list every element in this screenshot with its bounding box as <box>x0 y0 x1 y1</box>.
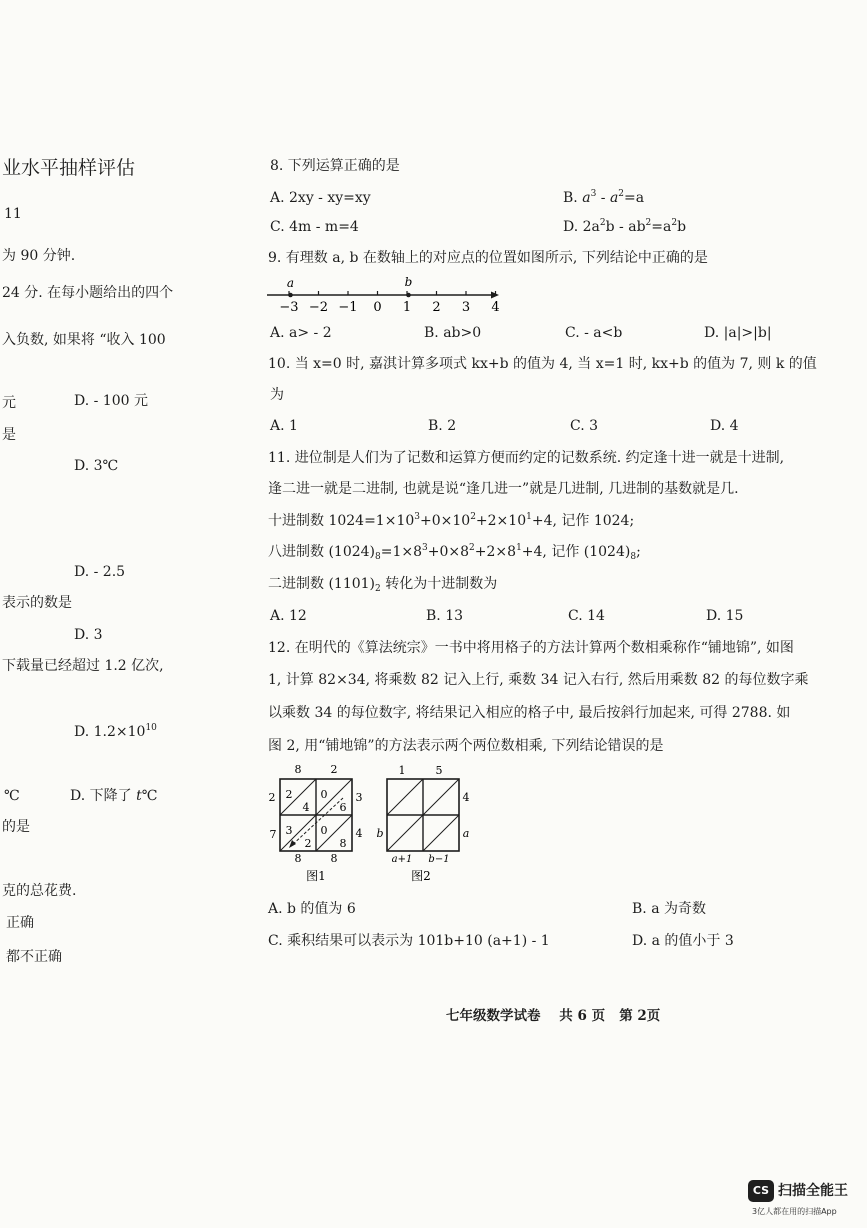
fig2-diagonal <box>423 779 459 815</box>
fig2-right-label: a <box>462 827 470 840</box>
fig2-bottom-label: a+1 <box>391 854 413 865</box>
fig1-top-label: 2 <box>330 764 338 776</box>
q8-option-d: D. $2a^2b - ab^2=a^2b$ <box>563 218 687 235</box>
q9-option-c: C. - a<b <box>565 325 623 341</box>
left-option-d: D. 3 <box>74 627 103 643</box>
q12-line-1: 12. 在明代的《算法统宗》一书中将用格子的方法计算两个数相乘称作“铺地锦”, 如图 <box>268 640 794 656</box>
left-line: 是 <box>2 427 16 443</box>
q11-line-1: 11. 进位制是人们为了记数和运算方便而约定的记数系统. 约定逢十进一就是十进制, <box>268 450 785 466</box>
fig1-top-label: 8 <box>294 764 302 776</box>
left-line: 24 分. 在每小题给出的四个 <box>2 285 174 301</box>
q8-option-a: A. 2xy - xy=xy <box>270 190 371 206</box>
fig1-caption: 图1 <box>306 869 326 883</box>
fig2-caption: 图2 <box>411 869 431 883</box>
left-line: 克的总花费. <box>2 883 77 899</box>
q10-option-a: A. 1 <box>270 418 298 434</box>
figure-1-grid <box>265 764 369 888</box>
q11-option-d: D. 15 <box>706 608 744 624</box>
left-line: 表示的数是 <box>2 595 72 611</box>
fig2-top-label: 1 <box>398 764 406 777</box>
fig1-cell: 3 <box>285 824 293 837</box>
number-line-tick-label: −3 <box>279 300 299 315</box>
q10-stem: 10. 当 x=0 时, 嘉淇计算多项式 kx+b 的值为 4, 当 x=1 时, kx+b 的值为 7, 则 k 的值 <box>268 356 817 372</box>
q11-line-5: 二进制数 $(1101)_2$ 转化为十进制数为 <box>268 576 498 594</box>
q11-option-c: C. 14 <box>568 608 605 624</box>
left-line: 11 <box>4 206 22 222</box>
q9-option-d: D. |a|>|b| <box>704 325 772 341</box>
left-line: 都不正确 <box>6 949 62 965</box>
q11-option-a: A. 12 <box>270 608 307 624</box>
fig1-cell: 8 <box>339 837 347 850</box>
fig1-cell: 2 <box>304 837 312 850</box>
q11-line-4: 八进制数 $(1024)_8=1\times 8^3+0\times 8^2+2\times 8^1+4$, 记作 $(1024)_8$; <box>268 543 641 562</box>
q11-line-2: 逢二进一就是二进制, 也就是说“逢几进一”就是几进制, 几进制的基数就是几. <box>268 481 739 497</box>
fig2-diagonal <box>387 779 423 815</box>
left-option-d: D. 3℃ <box>74 458 119 474</box>
q8-stem: 8. 下列运算正确的是 <box>270 158 400 174</box>
left-option-d: D. $1.2\times 10^{10}$ <box>74 723 157 740</box>
left-option-d: D. - 100 元 <box>74 393 148 409</box>
fig1-bottom-label: 8 <box>294 852 302 865</box>
number-line-tick-label: 4 <box>491 300 500 315</box>
number-line-tick-label: −2 <box>308 300 329 315</box>
left-line: 入负数, 如果将 “收入 100 <box>2 332 166 348</box>
camscanner-tagline: 3亿人都在用的扫描App <box>752 1207 837 1216</box>
left-option-d: D. - 2.5 <box>74 564 126 580</box>
figure-2-grid <box>372 764 476 888</box>
q12-option-c: C. 乘积结果可以表示为 101b+10 (a+1) - 1 <box>268 933 550 949</box>
left-line: 的是 <box>2 819 30 835</box>
left-line: 下载量已经超过 1.2 亿次, <box>2 658 164 674</box>
fig1-cell: 6 <box>339 801 347 814</box>
fig1-right-label: 4 <box>355 827 363 840</box>
fig1-left-label: 7 <box>269 828 277 841</box>
left-line: 正确 <box>6 915 34 931</box>
q12-line-2: 1, 计算 82×34, 将乘数 82 记入上行, 乘数 34 记入右行, 然后用乘数 82 的每位数字乘 <box>268 672 809 688</box>
q9-stem: 9. 有理数 a, b 在数轴上的对应点的位置如图所示, 下列结论中正确的是 <box>268 250 708 266</box>
point-b-label: b <box>404 275 413 289</box>
point-a-dot <box>288 293 293 298</box>
fig2-bottom-label: b−1 <box>428 854 450 865</box>
q10-option-b: B. 2 <box>428 418 457 434</box>
camscanner-name: 扫描全能王 <box>778 1183 848 1199</box>
q11-option-b: B. 13 <box>426 608 464 624</box>
left-line: ℃ <box>4 788 20 804</box>
left-line: 为 90 分钟. <box>2 248 76 264</box>
fig1-dashed-arrow <box>291 798 343 846</box>
page-footer: 七年级数学试卷 共 6 页 第 2页 <box>446 1008 661 1024</box>
q11-line-3: 十进制数 $1024=1\times 10^3+0\times 10^2+2\times 10^1+4$, 记作 1024; <box>268 512 635 529</box>
number-line-tick-label: 3 <box>461 300 471 315</box>
q8-option-b: B. $a^3 - a^2=a$ <box>563 189 645 206</box>
fig1-cell: 2 <box>285 788 293 801</box>
q10-option-c: C. 3 <box>570 418 599 434</box>
q8-option-c: C. 4m - m=4 <box>270 219 359 235</box>
fig1-left-label: 2 <box>268 791 276 804</box>
q12-option-d: D. a 的值小于 3 <box>632 933 734 949</box>
fig2-diagonal <box>423 815 459 851</box>
point-b-dot <box>406 293 411 298</box>
number-line-tick-label: 2 <box>432 300 441 315</box>
fig1-cell: 4 <box>302 801 310 814</box>
number-line-tick-label: −1 <box>338 300 358 315</box>
left-column-title: 业水平抽样评估 <box>2 157 136 179</box>
q12-option-b: B. a 为奇数 <box>632 901 706 917</box>
q12-option-a: A. b 的值为 6 <box>268 901 356 917</box>
number-line <box>265 273 505 315</box>
q10-option-d: D. 4 <box>710 418 739 434</box>
number-line-tick-label: 0 <box>373 300 382 315</box>
fig2-right-label: 4 <box>462 791 470 804</box>
q9-option-b: B. ab>0 <box>424 325 482 341</box>
left-line: 元 <box>2 395 16 411</box>
fig2-diagonal <box>387 815 423 851</box>
fig2-left-label: b <box>376 827 384 840</box>
q10-stem-cont: 为 <box>270 387 284 403</box>
q9-option-a: A. a> - 2 <box>270 325 332 341</box>
q12-line-3: 以乘数 34 的每位数字, 将结果记入相应的格子中, 最后按斜行加起来, 可得 2788. 如 <box>268 705 791 721</box>
fig1-cell: 0 <box>320 788 328 801</box>
left-option-d: D. 下降了 t℃ <box>70 788 158 804</box>
fig1-right-label: 3 <box>355 791 363 804</box>
point-a-label: a <box>286 276 295 290</box>
fig1-cell: 0 <box>320 824 328 837</box>
camscanner-logo-icon: CS <box>748 1180 774 1202</box>
fig2-top-label: 5 <box>435 764 443 777</box>
fig1-bottom-label: 8 <box>330 852 338 865</box>
q12-line-4: 图 2, 用“铺地锦”的方法表示两个两位数相乘, 下列结论错误的是 <box>268 738 664 754</box>
number-line-tick-label: 1 <box>402 300 412 315</box>
